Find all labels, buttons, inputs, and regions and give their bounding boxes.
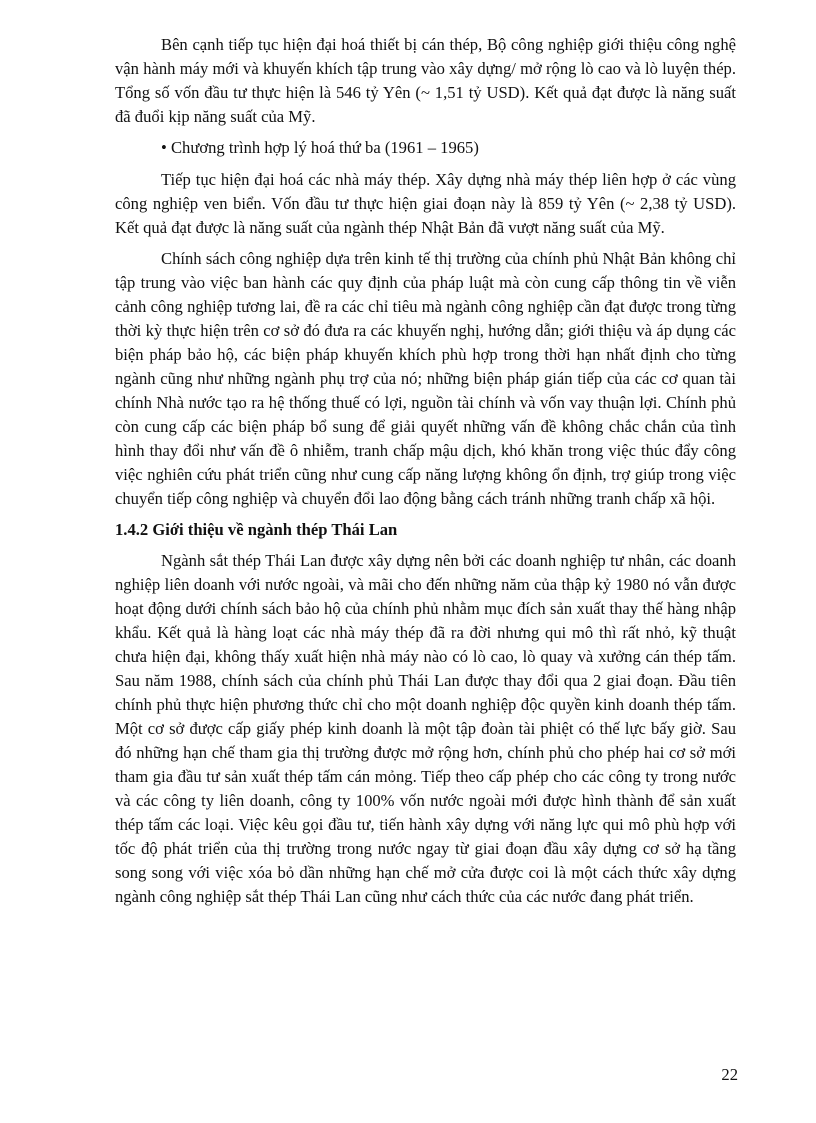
bullet-third-rationalization-program: • Chương trình hợp lý hoá thứ ba (1961 – 1965) <box>161 138 479 157</box>
paragraph-coastal-steel-plants: Tiếp tục hiện đại hoá các nhà máy thép. Xây dựng nhà máy thép liên hợp ở các vùng công nghiệp ven biển. Vốn đầu tư thực hiện giai đoạn này là 859 tỷ Yên (~ 2,38 tỷ USD). Kết quả đạt được là năng suất của ngành thép Nhật Bản đã vượt năng suất của Mỹ. <box>115 170 736 237</box>
section-heading-thailand-steel: 1.4.2 Giới thiệu về ngành thép Thái Lan <box>115 520 398 539</box>
paragraph-industrial-policy: Chính sách công nghiệp dựa trên kinh tế thị trường của chính phủ Nhật Bản không chỉ tập trung vào việc ban hành các quy định của pháp luật mà còn cung cấp thông tin về viễn cảnh công nghiệp tương lai, đề ra các chỉ tiêu mà ngành công nghiệp cần đạt được trong từng thời kỳ thực hiện trên cơ sở đó đưa ra các khuyến nghị, hướng dẫn; giới thiệu và áp dụng các biện pháp bảo hộ, các biện pháp khuyến khích phù hợp trong thời hạn nhất định cho từng ngành cũng như những ngành phụ trợ của nó; những biện pháp gián tiếp của các cơ quan tài chính Nhà nước tạo ra hệ thống thuế có lợi, nguồn tài chính và vốn vay thuận lợi. Chính phủ còn cung cấp các biện pháp bổ sung để giải quyết những vấn đề không chắc chắn của tình hình thay đổi như vấn đề ô nhiễm, tranh chấp mậu dịch, khó khăn trong việc thúc đẩy công việc nghiên cứu phát triển cũng như cung cấp năng lượng không ổn định, trợ giúp trong việc chuyển tiếp công nghiệp và chuyển đổi lao động bằng cách tránh những tranh chấp xã hội. <box>115 249 736 508</box>
paragraph-investment-results: Bên cạnh tiếp tục hiện đại hoá thiết bị cán thép, Bộ công nghiệp giới thiệu công nghệ vận hành máy mới và khuyến khích tập trung vào xây dựng/ mở rộng lò cao và lò luyện thép. Tổng số vốn đầu tư thực hiện là 546 tỷ Yên (~ 1,51 tỷ USD). Kết quả đạt được là năng suất đã đuổi kịp năng suất của Mỹ. <box>115 35 736 126</box>
page-body <box>115 33 736 909</box>
page-number: 22 <box>721 1065 738 1084</box>
paragraph-thailand-steel-industry: Ngành sắt thép Thái Lan được xây dựng nên bởi các doanh nghiệp tư nhân, các doanh nghiệp liên doanh với nước ngoài, và mãi cho đến những năm của thập kỷ 1980 nó vẫn được hoạt động dưới chính sách bảo hộ của chính phủ nhằm mục đích sản xuất thay thế hàng nhập khẩu. Kết quả là hàng loạt các nhà máy thép đã ra đời nhưng qui mô thì rất nhỏ, kỹ thuật chưa hiện đại, không thấy xuất hiện nhà máy nào có lò cao, lò quay và xưởng cán thép tấm. Sau năm 1988, chính sách của chính phủ Thái Lan được thay đổi qua 2 giai đoạn. Đầu tiên chính phủ thực hiện phương thức chỉ cho một doanh nghiệp độc quyền kinh doanh thép tấm. Một cơ sở được cấp giấy phép kinh doanh là một tập đoàn tài phiệt có thế lực bấy giờ. Sau đó những hạn chế tham gia thị trường được mở rộng hơn, chính phủ cho phép hai cơ sở mới tham gia đầu tư sản xuất thép tấm cán mỏng. Tiếp theo cấp phép cho các công ty trong nước và các công ty liên doanh, công ty 100% vốn nước ngoài mới được hình thành để sản xuất thép tấm các loại. Việc kêu gọi đầu tư, tiến hành xây dựng với năng lực qui mô phù hợp với tốc độ phát triển của thị trường trong nước ngay từ giai đoạn đầu xây dựng cơ sở hạ tầng song song với việc xóa bỏ dần những hạn chế mở cửa được coi là một cách thức xây dựng ngành công nghiệp sắt thép Thái Lan cũng như cách thức của các nước đang phát triển. <box>115 551 736 906</box>
